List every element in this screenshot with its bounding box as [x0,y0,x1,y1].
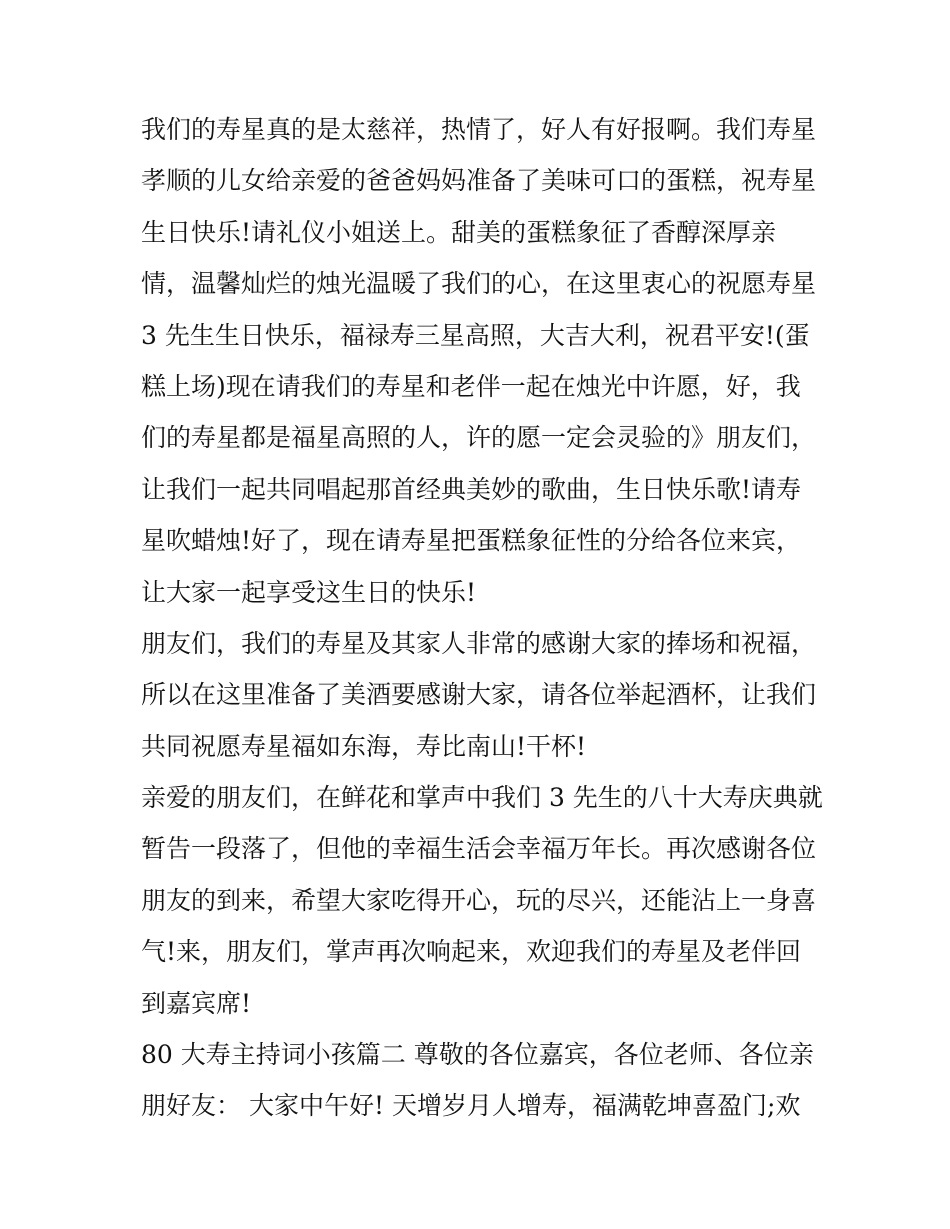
text-line: 生日快乐!请礼仪小姐送上。甜美的蛋糕象征了香醇深厚亲 [141,217,777,247]
text-line: 朋友们，我们的寿星及其家人非常的感谢大家的捧场和祝福， [141,628,817,658]
text-line: 星吹蜡烛!好了，现在请寿星把蛋糕象征性的分给各位来宾， [141,526,802,556]
text-line: 朋友的到来，希望大家吃得开心，玩的尽兴，还能沾上一身喜 [141,885,817,915]
text-line: 朋好友： 大家中午好! 天增岁月人增寿，福满乾坤喜盈门;欢 [141,1091,801,1121]
text-line: 让我们一起共同唱起那首经典美妙的歌曲，生日快乐歌!请寿 [141,474,802,504]
text-line: 糕上场)现在请我们的寿星和老伴一起在烛光中许愿，好，我 [141,371,801,401]
text-line: 亲爱的朋友们，在鲜花和掌声中我们 3 先生的八十大寿庆典就 [141,783,823,813]
text-line: 让大家一起享受这生日的快乐! [141,577,477,607]
text-line: 到嘉宾席! [141,988,252,1018]
text-line: 情，温馨灿烂的烛光温暖了我们的心，在这里衷心的祝愿寿星 [141,269,817,299]
text-line: 80 大寿主持词小孩篇二 尊敬的各位嘉宾，各位老师、各位亲 [141,1040,814,1070]
text-line: 暂告一段落了，但他的幸福生活会幸福万年长。再次感谢各位 [141,834,817,864]
text-line: 气!来，朋友们，掌声再次响起来，欢迎我们的寿星及老伴回 [141,937,802,967]
text-line: 们的寿星都是福星高照的人，许的愿一定会灵验的》朋友们， [141,423,817,453]
text-line: 所以在这里准备了美酒要感谢大家，请各位举起酒杯，让我们 [141,680,817,710]
text-line: 共同祝愿寿星福如东海，寿比南山!干杯! [141,731,587,761]
document-body [141,104,821,1132]
text-line: 我们的寿星真的是太慈祥，热情了，好人有好报啊。我们寿星 [141,115,817,144]
text-line: 孝顺的儿女给亲爱的爸爸妈妈准备了美味可口的蛋糕，祝寿星 [141,166,817,196]
text-line: 3 先生生日快乐，福禄寿三星高照，大吉大利，祝君平安!(蛋 [141,320,810,350]
